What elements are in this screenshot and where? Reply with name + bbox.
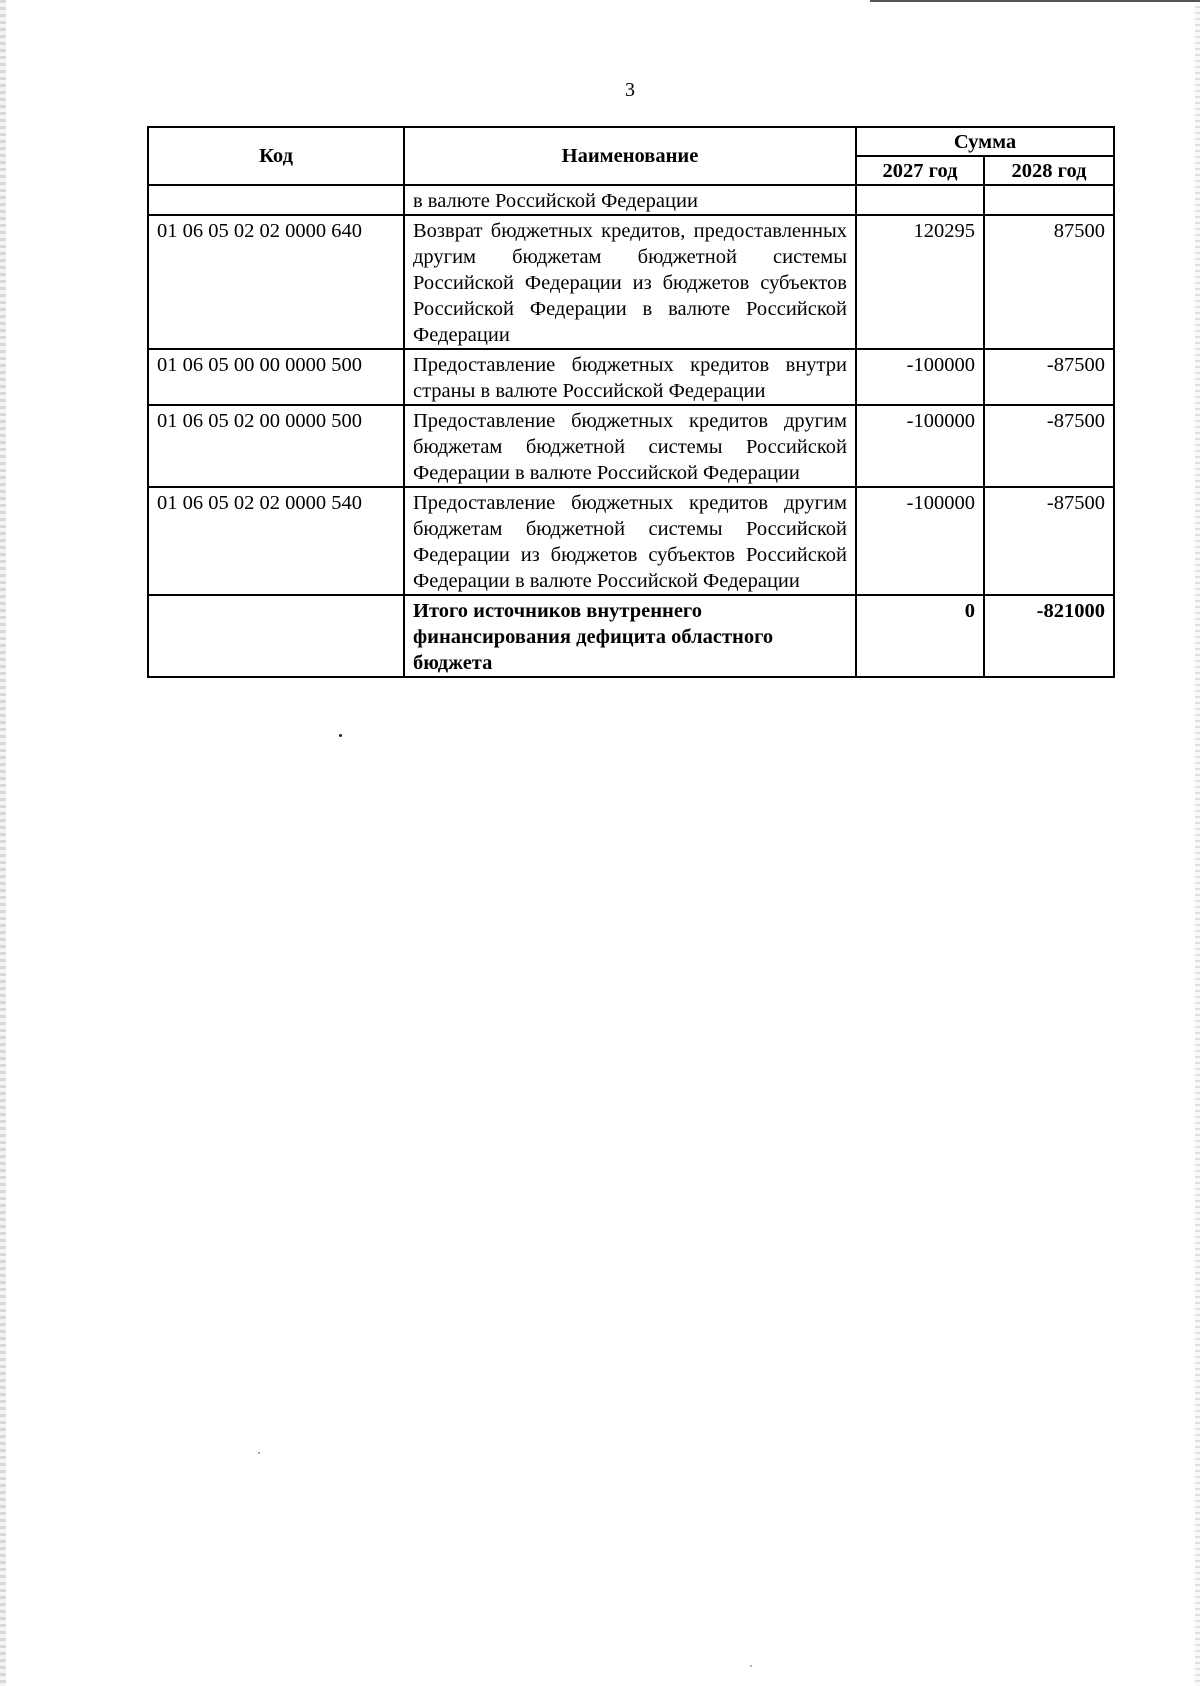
cell-total-name: Итого источников внутреннего финансирования дефицита областного бюджета bbox=[404, 595, 856, 677]
scan-edge-left bbox=[0, 0, 6, 1686]
cell-total-2027: 0 bbox=[856, 595, 984, 677]
scan-speck bbox=[339, 734, 342, 737]
cell-2028: -87500 bbox=[984, 349, 1114, 405]
table-row bbox=[148, 487, 1114, 595]
table-row bbox=[148, 405, 1114, 487]
cell-2027 bbox=[856, 185, 984, 215]
cell-code: 01 06 05 02 02 0000 540 bbox=[148, 487, 404, 595]
cell-2027: 120295 bbox=[856, 215, 984, 349]
cell-2028: 87500 bbox=[984, 215, 1114, 349]
cell-name: Предоставление бюджетных кредитов другим бюджетам бюджетной системы Российской Федерации из бюджетов субъектов Российской Федерации в валюте Российской Федерации bbox=[404, 487, 856, 595]
header-year-2027: 2027 год bbox=[856, 156, 984, 185]
table-row bbox=[148, 349, 1114, 405]
page-number: 3 bbox=[625, 79, 635, 101]
header-name: Наименование bbox=[404, 127, 856, 185]
cell-name: Предоставление бюджетных кредитов внутри страны в валюте Российской Федерации bbox=[404, 349, 856, 405]
header-sum: Сумма bbox=[856, 127, 1114, 156]
cell-total-2028: -821000 bbox=[984, 595, 1114, 677]
scan-edge-top bbox=[870, 0, 1200, 2]
scan-speck bbox=[750, 1665, 752, 1667]
cell-2028: -87500 bbox=[984, 487, 1114, 595]
scan-speck bbox=[258, 1452, 260, 1454]
header-code: Код bbox=[148, 127, 404, 185]
header-year-2028: 2028 год bbox=[984, 156, 1114, 185]
cell-code: 01 06 05 02 02 0000 640 bbox=[148, 215, 404, 349]
budget-sources-table bbox=[147, 126, 1115, 678]
cell-2028 bbox=[984, 185, 1114, 215]
table-row bbox=[148, 215, 1114, 349]
cell-name: Возврат бюджетных кредитов, предоставленных другим бюджетам бюджетной системы Российской Федерации из бюджетов субъектов Российской Федерации в валюте Российской Федерации bbox=[404, 215, 856, 349]
cell-2027: -100000 bbox=[856, 487, 984, 595]
table-row-continuation bbox=[148, 185, 1114, 215]
cell-name: Предоставление бюджетных кредитов другим бюджетам бюджетной системы Российской Федерации в валюте Российской Федерации bbox=[404, 405, 856, 487]
cell-name: в валюте Российской Федерации bbox=[404, 185, 856, 215]
scan-edge-right bbox=[1195, 0, 1200, 1686]
cell-code bbox=[148, 185, 404, 215]
cell-2027: -100000 bbox=[856, 349, 984, 405]
cell-2027: -100000 bbox=[856, 405, 984, 487]
table-header-row bbox=[148, 127, 1114, 156]
cell-code: 01 06 05 00 00 0000 500 bbox=[148, 349, 404, 405]
cell-code: 01 06 05 02 00 0000 500 bbox=[148, 405, 404, 487]
table-row-total bbox=[148, 595, 1114, 677]
cell-2028: -87500 bbox=[984, 405, 1114, 487]
cell-code bbox=[148, 595, 404, 677]
